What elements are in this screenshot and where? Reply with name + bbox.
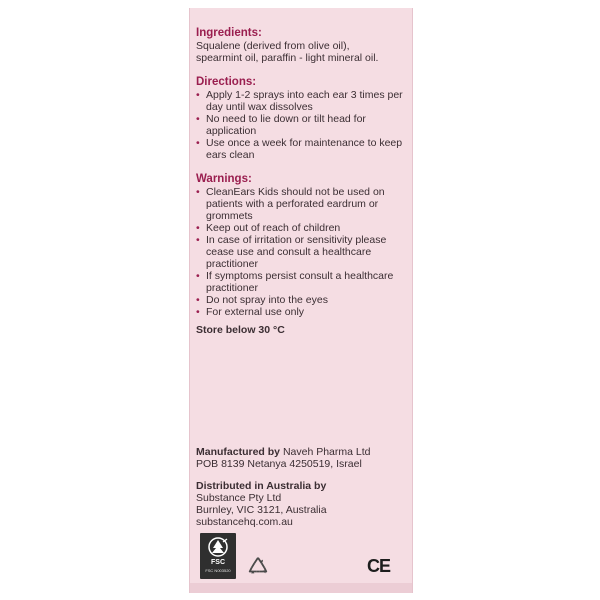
distributor-label: Distributed in Australia by bbox=[196, 480, 327, 492]
fsc-license: FSC N003520 bbox=[205, 568, 231, 573]
manufacturer-info bbox=[196, 446, 406, 528]
manufacturer-name: Naveh Pharma Ltd bbox=[282, 446, 371, 458]
manufacturer-label: Manufactured by bbox=[196, 446, 281, 458]
warnings-list bbox=[196, 186, 406, 318]
fsc-label: FSC bbox=[211, 559, 225, 566]
warnings-section bbox=[196, 173, 406, 336]
distributor-name: Substance Pty Ltd bbox=[196, 492, 282, 504]
direction-item: • Use once a week for maintenance to keep ears clean bbox=[196, 137, 406, 161]
directions-section bbox=[196, 76, 406, 161]
warning-item: • For external use only bbox=[196, 306, 406, 318]
product-info bbox=[196, 27, 406, 348]
directions-heading: Directions: bbox=[196, 76, 257, 88]
warning-item: • CleanEars Kids should not be used on patients with a perforated eardrum or grommets bbox=[196, 186, 406, 222]
ingredients-line: Squalene (derived from olive oil), bbox=[196, 40, 350, 52]
warnings-heading: Warnings: bbox=[196, 173, 252, 185]
storage-instruction: Store below 30 °C bbox=[196, 324, 285, 336]
fsc-tree-icon bbox=[203, 536, 233, 558]
warning-item: • If symptoms persist consult a healthcare practitioner bbox=[196, 270, 406, 294]
directions-list bbox=[196, 89, 406, 161]
manufacturer-line bbox=[196, 446, 406, 458]
ingredients-heading: Ingredients: bbox=[196, 27, 262, 39]
recycle-icon bbox=[247, 555, 269, 577]
warning-item: • Do not spray into the eyes bbox=[196, 294, 406, 306]
direction-item: • No need to lie down or tilt head for application bbox=[196, 113, 406, 137]
manufacturer-address: POB 8139 Netanya 4250519, Israel bbox=[196, 458, 362, 470]
warning-item: • In case of irritation or sensitivity please cease use and consult a healthcare practitioner bbox=[196, 234, 406, 270]
ingredients-section bbox=[196, 27, 406, 64]
product-box-panel bbox=[189, 8, 413, 593]
ingredients-line: spearmint oil, paraffin - light mineral oil. bbox=[196, 52, 379, 64]
ce-mark-icon: CE bbox=[367, 556, 391, 576]
fsc-logo bbox=[200, 533, 236, 579]
distributor-address: Burnley, VIC 3121, Australia bbox=[196, 504, 327, 516]
distributor-website: substancehq.com.au bbox=[196, 516, 293, 528]
direction-item: • Apply 1-2 sprays into each ear 3 times per day until wax dissolves bbox=[196, 89, 406, 113]
warning-item: • Keep out of reach of children bbox=[196, 222, 406, 234]
